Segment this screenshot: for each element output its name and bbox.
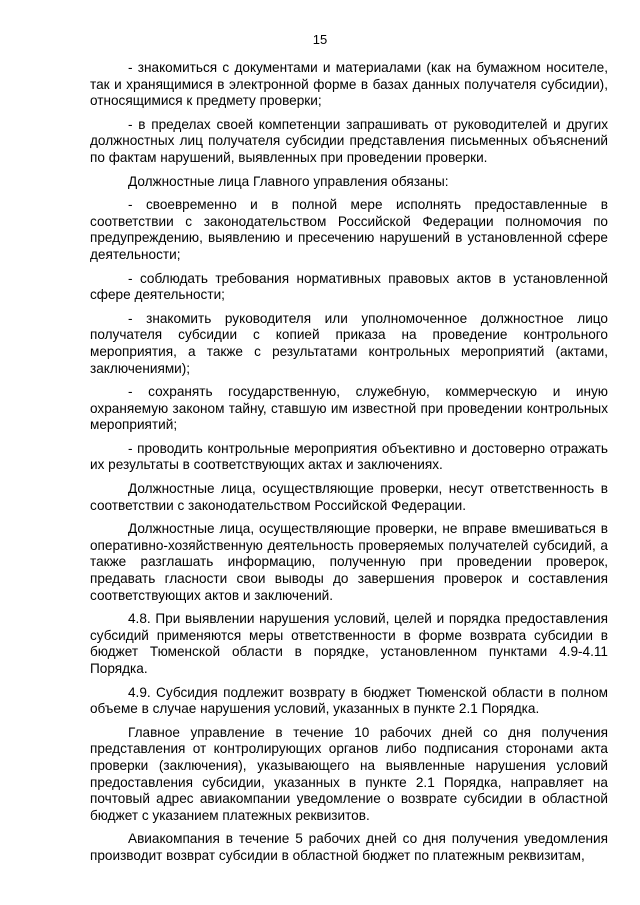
paragraph-duties-heading: Должностные лица Главного управления обязаны: <box>128 173 449 189</box>
document-body <box>90 60 608 872</box>
paragraph-duty-acquaint-head: - знакомить руководителя или уполномоченное должностное лицо получателя субсидии с копией приказа на проведение контрольного мероприятия, а также с результатами контрольных мероприятий (актами, заключениями); <box>90 310 608 376</box>
paragraph-duty-exercise-powers: - своевременно и в полной мере исполнять предоставленные в соответствии с законодательством Российской Федерации полномочия по предупреждению, выявлению и пресечению нарушений в установленной сфере деятельности; <box>90 197 608 262</box>
paragraph-duty-conduct-objectively: - проводить контрольные мероприятия объективно и достоверно отражать их результаты в соответствующих актах и заключениях. <box>90 440 608 473</box>
paragraph-right-familiarize: - знакомиться с документами и материалами (как на бумажном носителе, так и хранящимися в электронной форме в базах данных получателя субсидии), относящимися к предмету проверки; <box>90 60 608 109</box>
paragraph-refund: Авиакомпания в течение 5 рабочих дней со дня получения уведомления производит возврат субсидии в областной бюджет по платежным реквизитам, <box>90 831 608 863</box>
paragraph-duty-comply-requirements: - соблюдать требования нормативных правовых актов в установленной сфере деятельности; <box>90 270 608 303</box>
paragraph-clause-4-8: 4.8. При выявлении нарушения условий, целей и порядка предоставления субсидий применяются меры ответственности в форме возврата субсидии в бюджет Тюменской области в порядке, установленном пунктами 4.9-4.11 Порядка. <box>90 611 608 676</box>
paragraph-notification: Главное управление в течение 10 рабочих дней со дня получения представления от контролирующих органов либо подписания сторонами акта проверки (заключения), указывающего на выявленные нарушения условий предоставления субсидии, указанных в пункте 2.1 Порядка, направляет на почтовый адрес авиакомпании уведомление о возврате субсидии в областной бюджет с указанием платежных реквизитов. <box>90 724 608 823</box>
page-number: 15 <box>312 32 328 47</box>
paragraph-restrictions: Должностные лица, осуществляющие проверки, не вправе вмешиваться в оперативно-хозяйственную деятельность проверяемых получателей субсидий, а также разглашать информацию, полученную при проведении проверок, предавать гласности свои выводы до завершения проверок и составления соответствующих актов и заключений. <box>90 521 608 603</box>
paragraph-right-request-explanations: - в пределах своей компетенции запрашивать от руководителей и других должностных лиц получателя субсидии представления письменных объяснений по фактам нарушений, выявленных при проведении проверки. <box>90 116 608 165</box>
paragraph-clause-4-9: 4.9. Субсидия подлежит возврату в бюджет Тюменской области в полном объеме в случае нарушения условий, указанных в пункте 2.1 Порядка. <box>90 684 608 717</box>
paragraph-responsibility: Должностные лица, осуществляющие проверки, несут ответственность в соответствии с законодательством Российской Федерации. <box>90 481 608 513</box>
paragraph-duty-keep-secret: - сохранять государственную, служебную, коммерческую и иную охраняемую законом тайну, ставшую им известной при проведении контрольных мероприятий; <box>90 384 608 433</box>
